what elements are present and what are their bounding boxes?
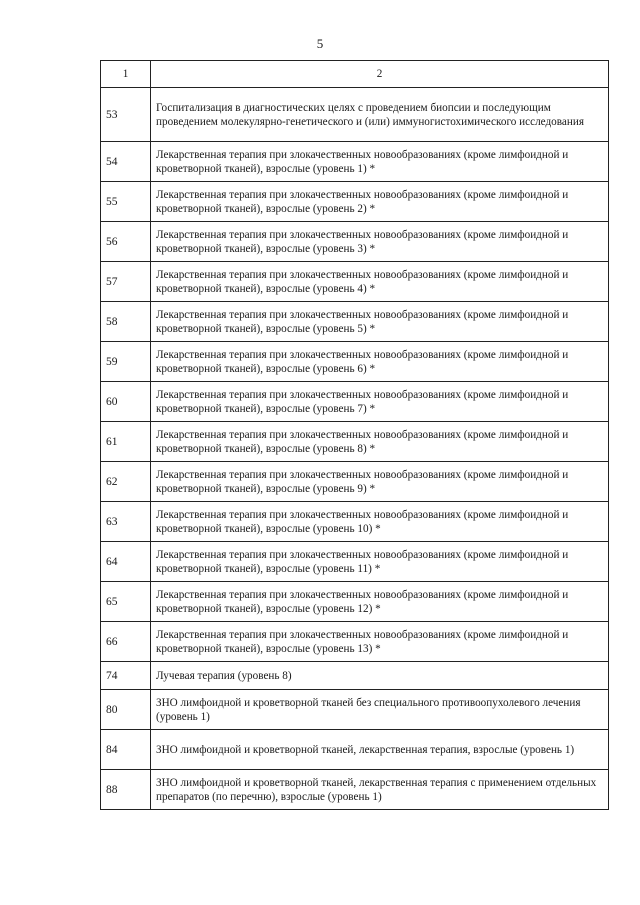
- table-row: [101, 730, 609, 770]
- row-code: 61: [101, 422, 151, 462]
- table-row: [101, 302, 609, 342]
- row-description: Лекарственная терапия при злокачественных новообразованиях (кроме лимфоидной и кроветворной тканей), взрослые (уровень 8) *: [151, 422, 609, 462]
- row-description: ЗНО лимфоидной и кроветворной тканей без специального противоопухолевого лечения (уровень 1): [151, 690, 609, 730]
- row-code: 59: [101, 342, 151, 382]
- table-row: [101, 690, 609, 730]
- table-row: [101, 142, 609, 182]
- row-description: Лучевая терапия (уровень 8): [151, 662, 609, 690]
- table-row: [101, 342, 609, 382]
- table-row: [101, 382, 609, 422]
- row-code: 88: [101, 770, 151, 810]
- row-code: 62: [101, 462, 151, 502]
- table-row: [101, 462, 609, 502]
- table-row: [101, 182, 609, 222]
- table-row: [101, 542, 609, 582]
- row-code: 65: [101, 582, 151, 622]
- tariff-table: [100, 60, 609, 810]
- row-code: 64: [101, 542, 151, 582]
- row-description: Лекарственная терапия при злокачественных новообразованиях (кроме лимфоидной и кроветворной тканей), взрослые (уровень 9) *: [151, 462, 609, 502]
- row-description: Лекарственная терапия при злокачественных новообразованиях (кроме лимфоидной и кроветворной тканей), взрослые (уровень 12) *: [151, 582, 609, 622]
- row-code: 63: [101, 502, 151, 542]
- table-row: [101, 582, 609, 622]
- row-description: Лекарственная терапия при злокачественных новообразованиях (кроме лимфоидной и кроветворной тканей), взрослые (уровень 10) *: [151, 502, 609, 542]
- table-row: [101, 662, 609, 690]
- row-description: Лекарственная терапия при злокачественных новообразованиях (кроме лимфоидной и кроветворной тканей), взрослые (уровень 3) *: [151, 222, 609, 262]
- row-code: 66: [101, 622, 151, 662]
- row-code: 54: [101, 142, 151, 182]
- table-row: [101, 770, 609, 810]
- row-code: 56: [101, 222, 151, 262]
- table-header-row: [101, 61, 609, 88]
- column-header-1: 1: [101, 61, 151, 88]
- column-header-2: 2: [151, 61, 609, 88]
- row-description: Лекарственная терапия при злокачественных новообразованиях (кроме лимфоидной и кроветворной тканей), взрослые (уровень 7) *: [151, 382, 609, 422]
- row-description: Лекарственная терапия при злокачественных новообразованиях (кроме лимфоидной и кроветворной тканей), взрослые (уровень 13) *: [151, 622, 609, 662]
- row-code: 53: [101, 88, 151, 142]
- row-code: 80: [101, 690, 151, 730]
- row-description: Лекарственная терапия при злокачественных новообразованиях (кроме лимфоидной и кроветворной тканей), взрослые (уровень 5) *: [151, 302, 609, 342]
- row-code: 74: [101, 662, 151, 690]
- row-description: Лекарственная терапия при злокачественных новообразованиях (кроме лимфоидной и кроветворной тканей), взрослые (уровень 4) *: [151, 262, 609, 302]
- row-code: 57: [101, 262, 151, 302]
- row-code: 60: [101, 382, 151, 422]
- table-row: [101, 502, 609, 542]
- table-row: [101, 88, 609, 142]
- table-row: [101, 422, 609, 462]
- row-description: Лекарственная терапия при злокачественных новообразованиях (кроме лимфоидной и кроветворной тканей), взрослые (уровень 1) *: [151, 142, 609, 182]
- row-code: 55: [101, 182, 151, 222]
- row-description: Госпитализация в диагностических целях с проведением биопсии и последующим проведением молекулярно-генетического и (или) иммуногистохимического исследования: [151, 88, 609, 142]
- table-row: [101, 222, 609, 262]
- row-description: Лекарственная терапия при злокачественных новообразованиях (кроме лимфоидной и кроветворной тканей), взрослые (уровень 6) *: [151, 342, 609, 382]
- table-body: [101, 88, 609, 810]
- table-row: [101, 262, 609, 302]
- row-code: 58: [101, 302, 151, 342]
- row-description: Лекарственная терапия при злокачественных новообразованиях (кроме лимфоидной и кроветворной тканей), взрослые (уровень 11) *: [151, 542, 609, 582]
- table-row: [101, 622, 609, 662]
- row-code: 84: [101, 730, 151, 770]
- page-number: 5: [316, 36, 324, 51]
- row-description: ЗНО лимфоидной и кроветворной тканей, лекарственная терапия, взрослые (уровень 1): [151, 730, 609, 770]
- row-description: Лекарственная терапия при злокачественных новообразованиях (кроме лимфоидной и кроветворной тканей), взрослые (уровень 2) *: [151, 182, 609, 222]
- row-description: ЗНО лимфоидной и кроветворной тканей, лекарственная терапия с применением отдельных препаратов (по перечню), взрослые (уровень 1): [151, 770, 609, 810]
